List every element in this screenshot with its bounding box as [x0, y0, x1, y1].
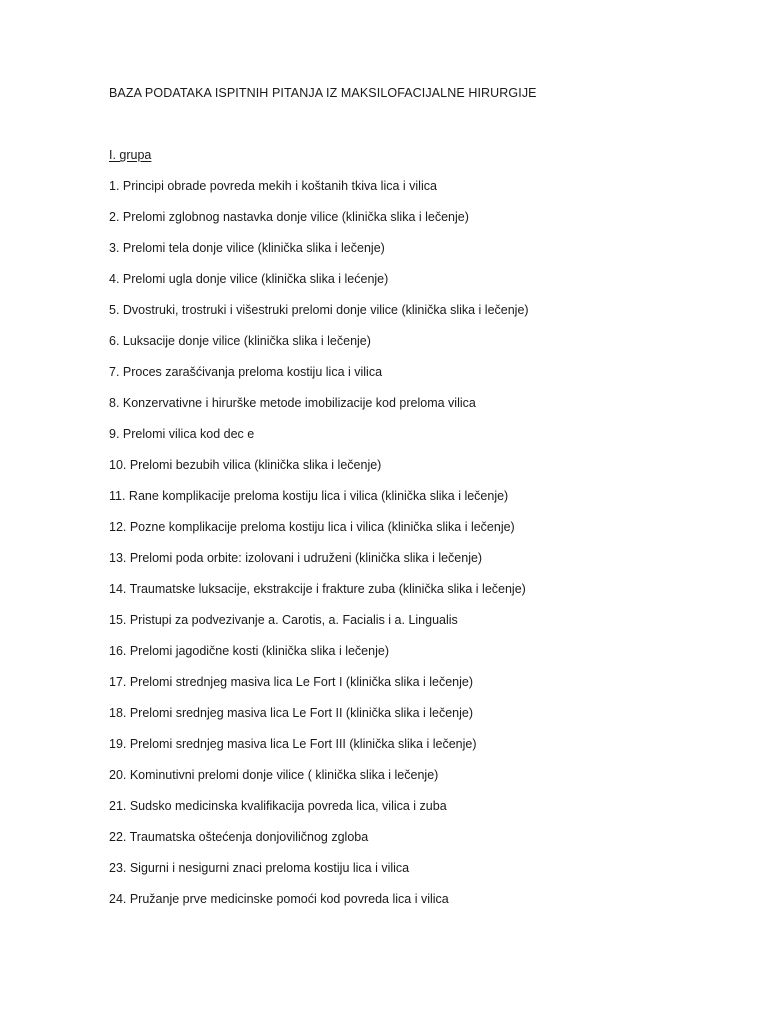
question-item: 6. Luksacije donje vilice (klinička slika i lečenje) [109, 334, 371, 348]
question-item: 14. Traumatske luksacije, ekstrakcije i frakture zuba (klinička slika i lečenje) [109, 582, 526, 596]
question-item: 1. Principi obrade povreda mekih i koštanih tkiva lica i vilica [109, 179, 437, 193]
question-item: 5. Dvostruki, trostruki i višestruki prelomi donje vilice (klinička slika i lečenje) [109, 303, 529, 317]
question-item: 10. Prelomi bezubih vilica (klinička slika i lečenje) [109, 458, 382, 472]
question-item: 21. Sudsko medicinska kvalifikacija povreda lica, vilica i zuba [109, 799, 447, 813]
question-list [109, 179, 529, 923]
question-item: 22. Traumatska oštećenja donjoviličnog zgloba [109, 830, 369, 844]
question-item: 20. Kominutivni prelomi donje vilice ( klinička slika i lečenje) [109, 768, 439, 782]
question-item: 7. Proces zarašćivanja preloma kostiju lica i vilica [109, 365, 383, 379]
question-item: 4. Prelomi ugla donje vilice (klinička slika i lećenje) [109, 272, 389, 286]
question-item: 15. Pristupi za podvezivanje a. Carotis, a. Facialis i a. Lingualis [109, 613, 458, 627]
question-item: 3. Prelomi tela donje vilice (klinička slika i lečenje) [109, 241, 385, 255]
question-item: 12. Pozne komplikacije preloma kostiju lica i vilica (klinička slika i lečenje) [109, 520, 515, 534]
question-item: 11. Rane komplikacije preloma kostiju lica i vilica (klinička slika i lečenje) [109, 489, 509, 503]
question-item: 16. Prelomi jagodične kosti (klinička slika i lečenje) [109, 644, 389, 658]
document-title: BAZA PODATAKA ISPITNIH PITANJA IZ MAKSILOFACIJALNE HIRURGIJE [109, 86, 537, 100]
question-item: 9. Prelomi vilica kod dec e [109, 427, 255, 441]
question-item: 23. Sigurni i nesigurni znaci preloma kostiju lica i vilica [109, 861, 410, 875]
question-item: 8. Konzervativne i hirurške metode imobilizacije kod preloma vilica [109, 396, 476, 410]
question-item: 19. Prelomi srednjeg masiva lica Le Fort III (klinička slika i lečenje) [109, 737, 477, 751]
question-item: 17. Prelomi strednjeg masiva lica Le Fort I (klinička slika i lečenje) [109, 675, 474, 689]
group-heading: I. grupa [109, 148, 152, 162]
question-item: 24. Pružanje prve medicinske pomoći kod povreda lica i vilica [109, 892, 449, 906]
question-item: 13. Prelomi poda orbite: izolovani i udruženi (klinička slika i lečenje) [109, 551, 483, 565]
question-item: 2. Prelomi zglobnog nastavka donje vilice (klinička slika i lečenje) [109, 210, 469, 224]
question-item: 18. Prelomi srednjeg masiva lica Le Fort II (klinička slika i lečenje) [109, 706, 474, 720]
